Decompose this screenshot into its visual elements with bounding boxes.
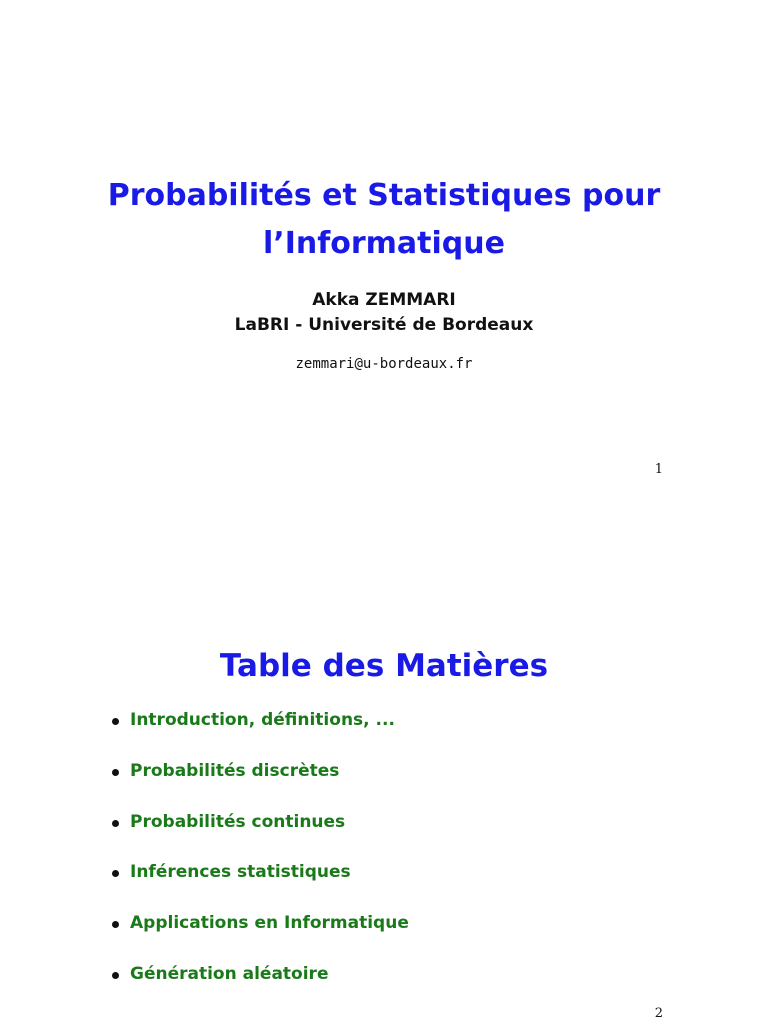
bullet-icon [112,820,119,827]
toc-item-label[interactable]: Introduction, définitions, ... [130,710,395,730]
author-affiliation: LaBRI - Université de Bordeaux [234,315,534,335]
toc-item-label[interactable]: Probabilités continues [130,811,346,832]
page-number: 2 [654,1006,663,1021]
toc-item[interactable] [112,962,409,1013]
toc-item[interactable] [112,860,409,911]
title-line-1: Probabilités et Statistiques pour [107,178,661,213]
toc-item[interactable] [112,759,409,810]
bullet-icon [112,972,119,979]
toc-item-label[interactable]: Probabilités discrètes [130,760,340,781]
bullet-icon [112,921,119,928]
toc-list [112,708,409,1013]
title-line-2: l’Informatique [263,226,505,261]
author-name: Akka ZEMMARI [312,290,456,310]
bullet-icon [112,870,119,877]
bullet-icon [112,769,119,776]
page-number: 1 [654,462,663,477]
toc-item-label[interactable]: Applications en Informatique [130,913,409,934]
toc-item[interactable] [112,708,409,759]
toc-title: Table des Matières [219,648,549,684]
toc-item-label[interactable]: Génération aléatoire [130,963,329,984]
bullet-icon [112,718,119,725]
document-title [0,172,768,268]
toc-slide [0,512,768,1024]
author-email[interactable]: zemmari@u-bordeaux.fr [295,356,473,372]
toc-item[interactable] [112,911,409,962]
toc-item-label[interactable]: Inférences statistiques [130,862,351,883]
toc-item[interactable] [112,810,409,861]
